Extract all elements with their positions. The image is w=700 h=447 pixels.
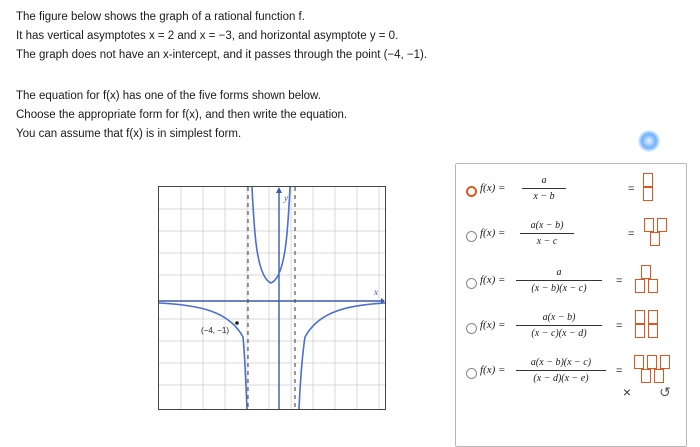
choice-3-lhs: f(x) = bbox=[480, 274, 506, 286]
y-axis-label: y bbox=[284, 193, 288, 203]
choice-3-numerator: a bbox=[556, 267, 562, 278]
choice-2-lhs: f(x) = bbox=[480, 227, 506, 239]
x-axis-label: x bbox=[374, 287, 378, 297]
choice-2[interactable]: f(x) = a(x − b) x − c = bbox=[456, 215, 686, 257]
choice-5-numerator: a(x − b)(x − c) bbox=[530, 357, 592, 368]
problem-statement bbox=[16, 8, 486, 144]
choice-2-denominator: x − c bbox=[536, 236, 558, 247]
answer-toolbar bbox=[455, 372, 685, 412]
choice-2-radio[interactable] bbox=[466, 231, 477, 242]
choice-4[interactable]: f(x) = a(x − b) (x − c)(x − d) = bbox=[456, 305, 686, 347]
choice-2-fraction bbox=[520, 220, 574, 247]
choice-1-radio[interactable] bbox=[466, 186, 477, 197]
choice-1-fraction bbox=[522, 175, 566, 202]
clear-button[interactable]: × bbox=[622, 384, 632, 400]
choice-1-lhs: f(x) = bbox=[480, 182, 506, 194]
marked-point bbox=[235, 321, 239, 325]
choice-1[interactable]: f(x) = a x − b = bbox=[456, 170, 686, 212]
choice-1-answer[interactable] bbox=[642, 173, 654, 201]
choice-4-denominator: (x − c)(x − d) bbox=[531, 328, 587, 339]
choice-1-numerator: a bbox=[541, 175, 547, 186]
problem-line-6: You can assume that f(x) is in simplest form. bbox=[16, 128, 242, 140]
choice-2-answer[interactable] bbox=[642, 218, 668, 246]
problem-line-4: The equation for f(x) has one of the five forms shown below. bbox=[16, 90, 321, 102]
choice-3-fraction bbox=[516, 267, 602, 294]
rational-function-graph bbox=[159, 187, 385, 409]
choice-5-denominator: (x − d)(x − e) bbox=[533, 373, 589, 384]
problem-line-3: The graph does not have an x-intercept, and it passes through the point (−4, −1). bbox=[16, 49, 428, 61]
choice-3-radio[interactable] bbox=[466, 278, 477, 289]
problem-line-1: The figure below shows the graph of a rational function f. bbox=[16, 11, 305, 23]
choice-1-denominator: x − b bbox=[533, 191, 555, 202]
choice-2-numerator: a(x − b) bbox=[530, 220, 564, 231]
choice-5[interactable]: f(x) = a(x − b)(x − c) (x − d)(x − e) = bbox=[456, 350, 686, 392]
choice-4-fraction bbox=[516, 312, 602, 339]
choice-3-answer[interactable] bbox=[628, 265, 664, 293]
choice-5-lhs: f(x) = bbox=[480, 364, 506, 376]
choice-4-radio[interactable] bbox=[466, 323, 477, 334]
choice-4-numerator: a(x − b) bbox=[542, 312, 576, 323]
graph-panel bbox=[158, 186, 386, 410]
problem-line-2: It has vertical asymptotes x = 2 and x = −3, and horizontal asymptote y = 0. bbox=[16, 30, 399, 42]
choice-3[interactable]: f(x) = a (x − b)(x − c) = bbox=[456, 260, 686, 302]
choice-4-lhs: f(x) = bbox=[480, 319, 506, 331]
help-icon[interactable] bbox=[638, 130, 660, 152]
problem-line-5: Choose the appropriate form for f(x), and then write the equation. bbox=[16, 109, 348, 121]
reset-button[interactable]: ↺ bbox=[659, 384, 671, 400]
choice-4-answer[interactable] bbox=[628, 310, 664, 338]
choice-3-denominator: (x − b)(x − c) bbox=[531, 283, 587, 294]
point-label: (−4, −1) bbox=[201, 326, 230, 335]
